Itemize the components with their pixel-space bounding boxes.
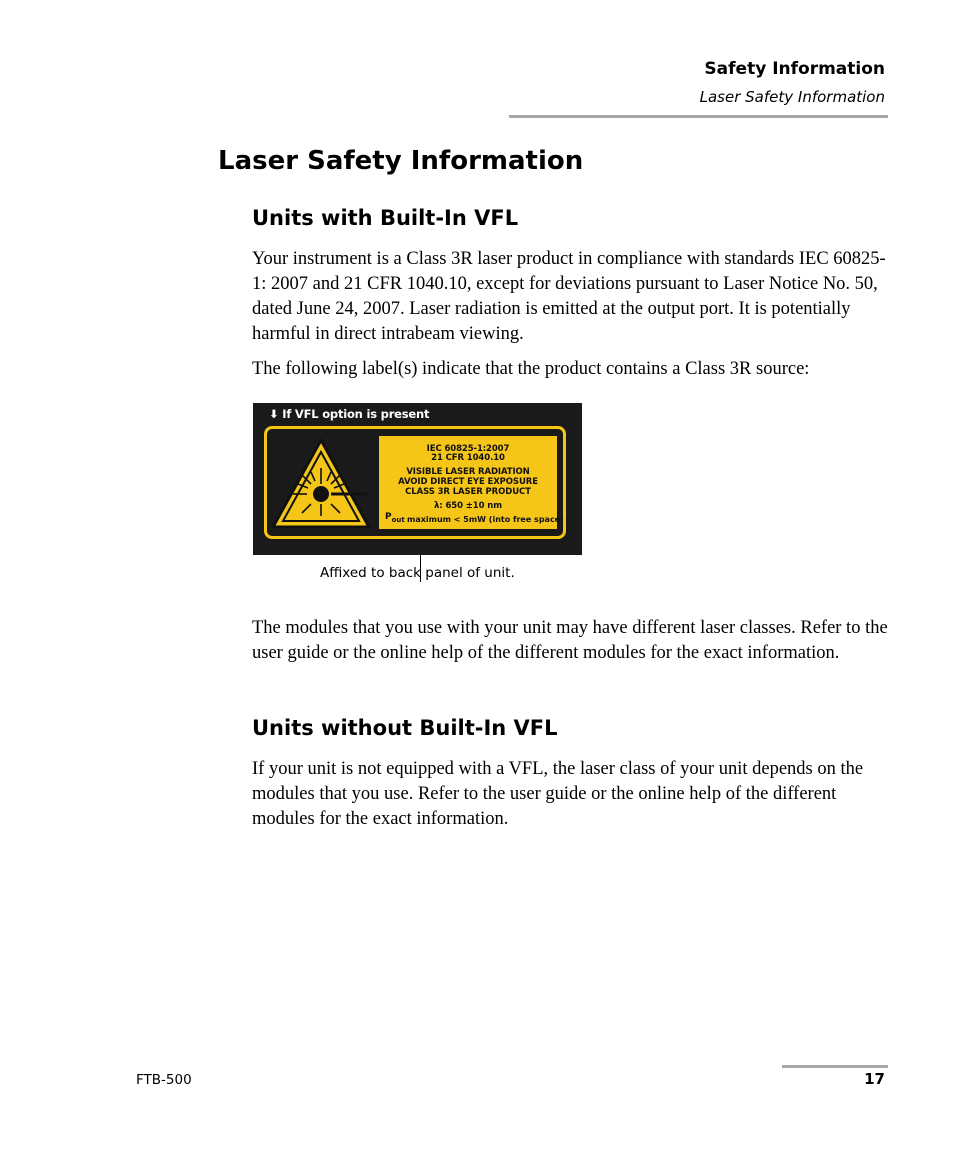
label-header: ⬇ If VFL option is present (269, 407, 430, 421)
page-number: 17 (864, 1070, 885, 1088)
label-pout (385, 512, 405, 524)
running-header-section: Safety Information (704, 59, 885, 79)
pout-subscript: out (391, 515, 405, 524)
paragraph-label-intro: The following label(s) indicate that the product contains a Class 3R source: (252, 359, 810, 379)
page-title: Laser Safety Information (218, 146, 584, 176)
label-pout-value: maximum < 5mW (into free space) (407, 515, 564, 524)
section-heading-with-vfl: Units with Built-In VFL (252, 206, 519, 230)
label-caption: Affixed to back panel of unit. (320, 565, 515, 581)
label-line-standard: IEC 60825-1:2007 (426, 444, 510, 454)
pout-symbol: P (385, 512, 392, 522)
label-line-wavelength: λ: 650 ±10 nm (434, 501, 502, 511)
paragraph-module-classes: The modules that you use with your unit may have different laser classes. Refer to the user guide or the online help of the different modules for the exact information. (252, 618, 888, 663)
laser-warning-icon (269, 436, 373, 532)
header-rule (509, 115, 888, 118)
paragraph-compliance: Your instrument is a Class 3R laser product in compliance with standards IEC 60825-1: 2007 and 21 CFR 1040.10, except for deviations pursuant to Laser Notice No. 50, dated June 24, 2007. Laser radiation is emitted at the output port. It is potentially harmful in direct intrabeam viewing. (252, 249, 886, 344)
label-line-radiation: VISIBLE LASER RADIATION (406, 467, 530, 477)
running-header-subsection: Laser Safety Information (699, 88, 885, 106)
label-line-class: CLASS 3R LASER PRODUCT (405, 487, 531, 497)
paragraph-no-vfl: If your unit is not equipped with a VFL, the laser class of your unit depends on the modules that you use. Refer to the user guide or the online help of the different modules for the exact information. (252, 759, 864, 829)
label-line-avoid: AVOID DIRECT EYE EXPOSURE (398, 477, 538, 487)
label-text-panel (379, 436, 564, 529)
section-heading-without-vfl: Units without Built-In VFL (252, 716, 558, 740)
footer-product: FTB-500 (136, 1072, 192, 1088)
label-line-cfr: 21 CFR 1040.10 (431, 453, 505, 463)
footer-rule (782, 1065, 888, 1068)
laser-safety-label (253, 403, 582, 555)
